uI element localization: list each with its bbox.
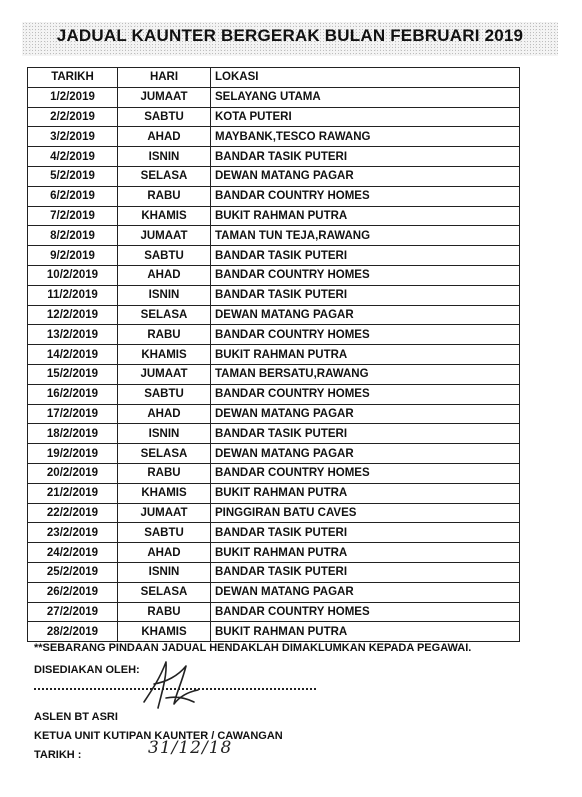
cell-location: BUKIT RAHMAN PUTRA <box>211 206 520 226</box>
cell-date: 18/2/2019 <box>28 424 118 444</box>
cell-location: BANDAR TASIK PUTERI <box>211 562 520 582</box>
officer-name: ASLEN BT ASRI <box>34 711 118 723</box>
cell-day: KHAMIS <box>118 206 211 226</box>
cell-day: RABU <box>118 602 211 622</box>
cell-day: RABU <box>118 186 211 206</box>
table-row <box>28 364 520 384</box>
cell-date: 4/2/2019 <box>28 147 118 167</box>
cell-day: SABTU <box>118 523 211 543</box>
table-row <box>28 166 520 186</box>
cell-date: 20/2/2019 <box>28 463 118 483</box>
cell-day: ISNIN <box>118 424 211 444</box>
table-row <box>28 186 520 206</box>
schedule-body <box>28 87 520 641</box>
column-header-day: HARI <box>118 68 211 88</box>
cell-date: 6/2/2019 <box>28 186 118 206</box>
cell-day: SELASA <box>118 582 211 602</box>
cell-date: 27/2/2019 <box>28 602 118 622</box>
cell-day: KHAMIS <box>118 483 211 503</box>
table-row <box>28 246 520 266</box>
cell-location: DEWAN MATANG PAGAR <box>211 582 520 602</box>
cell-day: SELASA <box>118 166 211 186</box>
cell-day: KHAMIS <box>118 345 211 365</box>
cell-date: 19/2/2019 <box>28 444 118 464</box>
cell-location: BANDAR TASIK PUTERI <box>211 424 520 444</box>
table-row <box>28 424 520 444</box>
table-row <box>28 444 520 464</box>
column-header-date: TARIKH <box>28 68 118 88</box>
cell-location: DEWAN MATANG PAGAR <box>211 166 520 186</box>
cell-day: SABTU <box>118 246 211 266</box>
cell-location: BANDAR COUNTRY HOMES <box>211 325 520 345</box>
cell-location: BANDAR COUNTRY HOMES <box>211 463 520 483</box>
handwritten-date: 31/12/18 <box>148 738 233 758</box>
cell-location: BANDAR TASIK PUTERI <box>211 523 520 543</box>
cell-date: 8/2/2019 <box>28 226 118 246</box>
cell-location: KOTA PUTERI <box>211 107 520 127</box>
table-row <box>28 384 520 404</box>
cell-date: 5/2/2019 <box>28 166 118 186</box>
cell-location: BANDAR COUNTRY HOMES <box>211 265 520 285</box>
cell-date: 15/2/2019 <box>28 364 118 384</box>
cell-date: 24/2/2019 <box>28 543 118 563</box>
cell-location: SELAYANG UTAMA <box>211 87 520 107</box>
cell-date: 12/2/2019 <box>28 305 118 325</box>
cell-location: BANDAR TASIK PUTERI <box>211 285 520 305</box>
cell-day: ISNIN <box>118 285 211 305</box>
cell-location: BUKIT RAHMAN PUTRA <box>211 483 520 503</box>
table-row <box>28 285 520 305</box>
cell-day: JUMAAT <box>118 87 211 107</box>
cell-date: 21/2/2019 <box>28 483 118 503</box>
cell-date: 16/2/2019 <box>28 384 118 404</box>
cell-day: RABU <box>118 325 211 345</box>
cell-day: RABU <box>118 463 211 483</box>
cell-day: SELASA <box>118 444 211 464</box>
amendment-note: **SEBARANG PINDAAN JADUAL HENDAKLAH DIMAKLUMKAN KEPADA PEGAWAI. <box>34 642 472 654</box>
table-row <box>28 404 520 424</box>
schedule-table <box>27 67 520 642</box>
cell-date: 26/2/2019 <box>28 582 118 602</box>
table-row <box>28 206 520 226</box>
date-label: TARIKH : <box>34 749 82 761</box>
officer-position: KETUA UNIT KUTIPAN KAUNTER / CAWANGAN <box>34 730 283 742</box>
table-row <box>28 622 520 642</box>
table-row <box>28 305 520 325</box>
table-row <box>28 463 520 483</box>
cell-day: SABTU <box>118 107 211 127</box>
cell-location: BUKIT RAHMAN PUTRA <box>211 622 520 642</box>
cell-location: BANDAR TASIK PUTERI <box>211 147 520 167</box>
cell-location: BUKIT RAHMAN PUTRA <box>211 345 520 365</box>
cell-day: JUMAAT <box>118 226 211 246</box>
cell-location: DEWAN MATANG PAGAR <box>211 404 520 424</box>
cell-date: 22/2/2019 <box>28 503 118 523</box>
table-row <box>28 345 520 365</box>
cell-date: 25/2/2019 <box>28 562 118 582</box>
table-row <box>28 582 520 602</box>
table-row <box>28 107 520 127</box>
cell-day: AHAD <box>118 543 211 563</box>
cell-day: AHAD <box>118 265 211 285</box>
cell-date: 14/2/2019 <box>28 345 118 365</box>
table-row <box>28 325 520 345</box>
cell-day: AHAD <box>118 127 211 147</box>
table-row <box>28 523 520 543</box>
table-row <box>28 602 520 622</box>
cell-location: PINGGIRAN BATU CAVES <box>211 503 520 523</box>
cell-day: ISNIN <box>118 562 211 582</box>
column-header-location: LOKASI <box>211 68 520 88</box>
cell-date: 13/2/2019 <box>28 325 118 345</box>
table-row <box>28 265 520 285</box>
cell-location: TAMAN BERSATU,RAWANG <box>211 364 520 384</box>
cell-day: SABTU <box>118 384 211 404</box>
cell-day: SELASA <box>118 305 211 325</box>
cell-location: BANDAR COUNTRY HOMES <box>211 384 520 404</box>
cell-location: BANDAR COUNTRY HOMES <box>211 602 520 622</box>
table-row <box>28 147 520 167</box>
cell-date: 28/2/2019 <box>28 622 118 642</box>
cell-day: JUMAAT <box>118 503 211 523</box>
cell-location: TAMAN TUN TEJA,RAWANG <box>211 226 520 246</box>
table-row <box>28 543 520 563</box>
cell-date: 10/2/2019 <box>28 265 118 285</box>
cell-date: 23/2/2019 <box>28 523 118 543</box>
table-row <box>28 483 520 503</box>
cell-date: 2/2/2019 <box>28 107 118 127</box>
cell-date: 7/2/2019 <box>28 206 118 226</box>
cell-location: MAYBANK,TESCO RAWANG <box>211 127 520 147</box>
table-row <box>28 562 520 582</box>
cell-day: AHAD <box>118 404 211 424</box>
cell-date: 9/2/2019 <box>28 246 118 266</box>
cell-location: DEWAN MATANG PAGAR <box>211 444 520 464</box>
cell-date: 1/2/2019 <box>28 87 118 107</box>
prepared-by-label: DISEDIAKAN OLEH: <box>34 664 140 676</box>
cell-location: BANDAR COUNTRY HOMES <box>211 186 520 206</box>
document-title: JADUAL KAUNTER BERGERAK BULAN FEBRUARI 2019 <box>56 26 524 45</box>
table-row <box>28 226 520 246</box>
cell-date: 11/2/2019 <box>28 285 118 305</box>
table-row <box>28 503 520 523</box>
cell-location: DEWAN MATANG PAGAR <box>211 305 520 325</box>
cell-date: 17/2/2019 <box>28 404 118 424</box>
signature-icon <box>136 652 206 714</box>
cell-location: BANDAR TASIK PUTERI <box>211 246 520 266</box>
table-row <box>28 127 520 147</box>
cell-location: BUKIT RAHMAN PUTRA <box>211 543 520 563</box>
cell-date: 3/2/2019 <box>28 127 118 147</box>
cell-day: KHAMIS <box>118 622 211 642</box>
cell-day: JUMAAT <box>118 364 211 384</box>
table-row <box>28 87 520 107</box>
cell-day: ISNIN <box>118 147 211 167</box>
table-header-row <box>28 68 520 88</box>
